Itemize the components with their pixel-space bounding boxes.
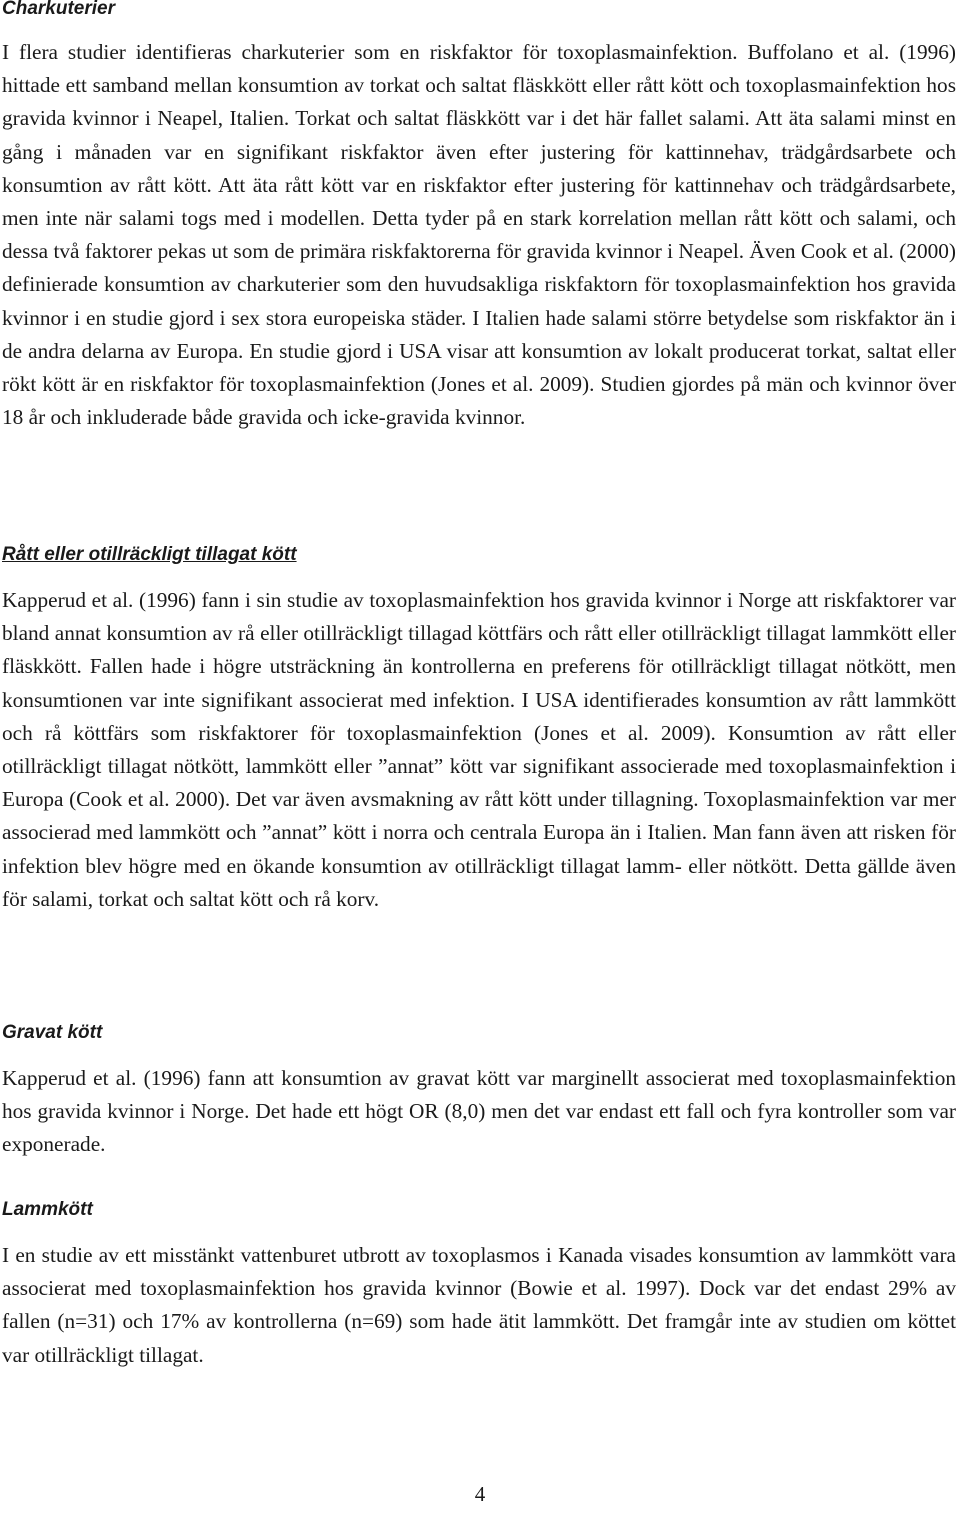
section-paragraph-ratt-kott: Kapperud et al. (1996) fann i sin studie av toxoplasmainfektion hos gravida kvinnor i Norge att riskfaktorer var bland annat konsumtion av rå eller otillräckligt tillagad köttfärs och rått eller otillräckligt tillagat lammkött eller fläskkött. Fallen hade i högre utsträckning än kontrollerna en preferens för otillräckligt tillagat nötkött, men konsumtionen var inte signifikant associerat med infektion. I USA identifierades konsumtion av rått lammkött och rå köttfärs som riskfaktorer för toxoplasmainfektion (Jones et al. 2009). Konsumtion av rått eller otillräckligt tillagat nötkött, lammkött eller ”annat” kött var signifikant associerade med toxoplasmainfektion i Europa (Cook et al. 2000). Det var även avsmakning av rått kött under tillagning. Toxoplasmainfektion var mer associerad med lammkött och ”annat” kött i norra och centrala Europa än i Italien. Man fann även att risken för infektion blev högre med en ökande konsumtion av otillräckligt tillagat lamm- eller nötkött. Detta gällde även för salami, torkat och saltat kött och rå korv. <box>2 588 956 911</box>
section-heading-charkuterier: Charkuterier <box>2 0 115 19</box>
section-paragraph-lammkott: I en studie av ett misstänkt vattenburet utbrott av toxoplasmos i Kanada visades konsumtion av lammkött vara associerat med toxoplasmainfektion hos gravida kvinnor (Bowie et al. 1997). Dock var det endast 29% av fallen (n=31) och 17% av kontrollerna (n=69) som hade ätit lammkött. Det framgår inte av studien om köttet var otillräckligt tillagat. <box>2 1243 956 1367</box>
section-paragraph-charkuterier: I flera studier identifieras charkuterier som en riskfaktor för toxoplasmainfektion. Buffolano et al. (1996) hittade ett samband mellan konsumtion av torkat och saltat fläskkött eller rått kött och toxoplasmainfektion hos gravida kvinnor i Neapel, Italien. Torkat och saltat fläskkött var i det här fallet salami. Att äta salami minst en gång i månaden var en signifikant riskfaktor även efter justering för kattinnehav, trädgårdsarbete och konsumtion av rått kött. Att äta rått kött var en riskfaktor efter justering för kattinnehav och trädgårdsarbete, men inte när salami togs med i modellen. Detta tyder på en stark korrelation mellan rått kött och salami, och dessa två faktorer pekas ut som de primära riskfaktorerna för gravida kvinnor i Neapel. Även Cook et al. (2000) definierade konsumtion av charkuterier som den huvudsakliga riskfaktorn för toxoplasmainfektion hos gravida kvinnor i en studie gjord i sex stora europeiska städer. I Italien hade salami större betydelse som riskfaktor än i de andra delarna av Europa. En studie gjord i USA visar att konsumtion av lokalt producerat torkat, saltat eller rökt kött är en riskfaktor för toxoplasmainfektion (Jones et al. 2009). Studien gjordes på män och kvinnor över 18 år och inkluderade både gravida och icke-gravida kvinnor. <box>2 40 956 430</box>
page-number: 4 <box>474 1482 486 1506</box>
section-paragraph-gravat-kott: Kapperud et al. (1996) fann att konsumtion av gravat kött var marginellt associerat med toxoplasmainfektion hos gravida kvinnor i Norge. Det hade ett högt OR (8,0) men det var endast ett fall och fyra kontroller som var exponerade. <box>2 1066 956 1157</box>
section-heading-gravat-kott: Gravat kött <box>2 1022 103 1043</box>
section-heading-lammkott: Lammkött <box>2 1199 93 1220</box>
section-heading-ratt-kott: Rått eller otillräckligt tillagat kött <box>2 544 297 565</box>
